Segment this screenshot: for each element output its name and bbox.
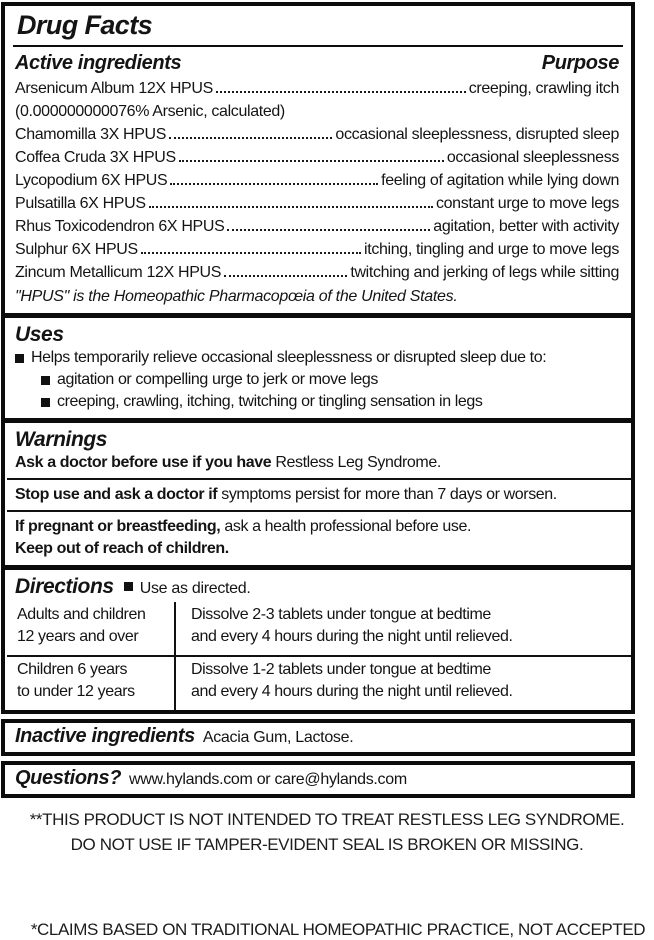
square-bullet-icon (41, 376, 50, 385)
inactive-ingredients-text: Acacia Gum, Lactose. (202, 729, 354, 746)
dot-leader (227, 215, 430, 231)
uses-item: agitation or compelling urge to jerk or move legs (15, 369, 619, 391)
disclaimer-line: DO NOT USE IF TAMPER-EVIDENT SEAL IS BROKEN OR MISSING. (70, 835, 584, 854)
ingredient-purpose: twitching and jerking of legs while sitting (350, 264, 619, 281)
ingredient-purpose: occasional sleeplessness, disrupted sleep (335, 126, 619, 143)
warning-pregnant: If pregnant or breastfeeding, ask a health professional before use. (15, 518, 472, 535)
ingredient-row (15, 146, 619, 169)
square-bullet-icon (41, 398, 50, 407)
section-divider (5, 418, 631, 423)
questions-heading: Questions? (15, 767, 122, 789)
claims-disclaimer: *CLAIMS BASED ON TRADITIONAL HOMEOPATHIC PRACTICE, NOT ACCEPTED (30, 920, 646, 939)
age-group-cell: Children 6 years to under 12 years (17, 661, 135, 700)
active-ingredients-header (15, 52, 619, 75)
dosage-cell: Dissolve 1-2 tablets under tongue at bedtime and every 4 hours during the night until relieved. (174, 657, 619, 710)
ingredient-name: Arsenicum Album 12X HPUS (15, 80, 213, 97)
dosage-cell: Dissolve 2-3 tablets under tongue at bedtime and every 4 hours during the night until relieved. (174, 602, 619, 655)
product-disclaimer (0, 807, 654, 857)
uses-heading: Uses (15, 323, 64, 346)
inactive-ingredients-panel (1, 719, 635, 756)
dot-leader (169, 123, 332, 139)
uses-intro: Helps temporarily relieve occasional sleeplessness or disrupted sleep due to: (15, 347, 619, 369)
dot-leader (216, 77, 466, 93)
section-divider (5, 565, 631, 570)
age-group-cell: Adults and children 12 years and over (17, 606, 146, 645)
ingredient-row (15, 192, 619, 215)
warning-ask-doctor: Ask a doctor before use if you have Restless Leg Syndrome. (15, 454, 441, 471)
drug-facts-title: Drug Facts (17, 10, 153, 40)
dot-leader (179, 146, 444, 162)
ingredient-row (15, 77, 619, 100)
table-row (15, 602, 619, 655)
directions-note: Use as directed. (139, 580, 251, 597)
ingredient-purpose: itching, tingling and urge to move legs (364, 241, 619, 258)
warning-keep-out: Keep out of reach of children. (15, 540, 229, 557)
section-divider (5, 313, 631, 318)
warnings-heading: Warnings (15, 428, 108, 451)
uses-section (15, 322, 619, 413)
ingredient-purpose: occasional sleeplessness (446, 149, 619, 166)
warning-rule (7, 478, 631, 480)
ingredient-name: Pulsatilla 6X HPUS (15, 195, 146, 212)
drug-facts-label (0, 2, 654, 937)
disclaimer-line: **THIS PRODUCT IS NOT INTENDED TO TREAT RESTLESS LEG SYNDROME. (29, 810, 625, 829)
title-rule (13, 45, 623, 47)
ingredient-name: Rhus Toxicodendron 6X HPUS (15, 218, 225, 235)
questions-panel (1, 761, 635, 798)
ingredient-row (15, 123, 619, 146)
ingredient-purpose: creeping, crawling itch (468, 80, 619, 97)
table-row (15, 657, 619, 710)
directions-heading: Directions (15, 575, 114, 598)
square-bullet-icon (15, 354, 24, 363)
ingredient-note: (0.000000000076% Arsenic, calculated) (15, 103, 285, 120)
inactive-ingredients-heading: Inactive ingredients (15, 725, 195, 747)
dot-leader (224, 261, 347, 277)
active-ingredients-list (15, 77, 619, 284)
directions-table (15, 602, 619, 710)
ingredient-row (15, 169, 619, 192)
ingredient-name: Zincum Metallicum 12X HPUS (15, 264, 222, 281)
ingredient-name: Lycopodium 6X HPUS (15, 172, 168, 189)
hpus-footnote: "HPUS" is the Homeopathic Pharmacopœia of the United States. (15, 288, 458, 305)
dot-leader (149, 192, 433, 208)
ingredient-row (15, 238, 619, 261)
warning-rule (7, 510, 631, 512)
ingredient-name: Sulphur 6X HPUS (15, 241, 138, 258)
ingredient-purpose: feeling of agitation while lying down (381, 172, 619, 189)
warnings-section (15, 427, 619, 560)
drug-facts-panel (1, 2, 635, 714)
ingredient-row (15, 215, 619, 238)
ingredient-row (15, 261, 619, 284)
active-ingredients-heading: Active ingredients (15, 52, 182, 74)
directions-section (15, 574, 619, 710)
uses-item: creeping, crawling, itching, twitching or tingling sensation in legs (15, 391, 619, 413)
dot-leader (170, 169, 378, 185)
ingredient-name: Coffea Cruda 3X HPUS (15, 149, 176, 166)
dot-leader (141, 238, 361, 254)
ingredient-purpose: agitation, better with activity (433, 218, 619, 235)
square-bullet-icon (124, 582, 133, 591)
ingredient-name: Chamomilla 3X HPUS (15, 126, 167, 143)
warning-stop-use: Stop use and ask a doctor if symptoms persist for more than 7 days or worsen. (15, 486, 557, 503)
ingredient-purpose: constant urge to move legs (435, 195, 619, 212)
questions-contact-text: www.hylands.com or care@hylands.com (129, 771, 407, 788)
directions-heading-row (15, 574, 619, 599)
purpose-heading: Purpose (541, 52, 619, 74)
